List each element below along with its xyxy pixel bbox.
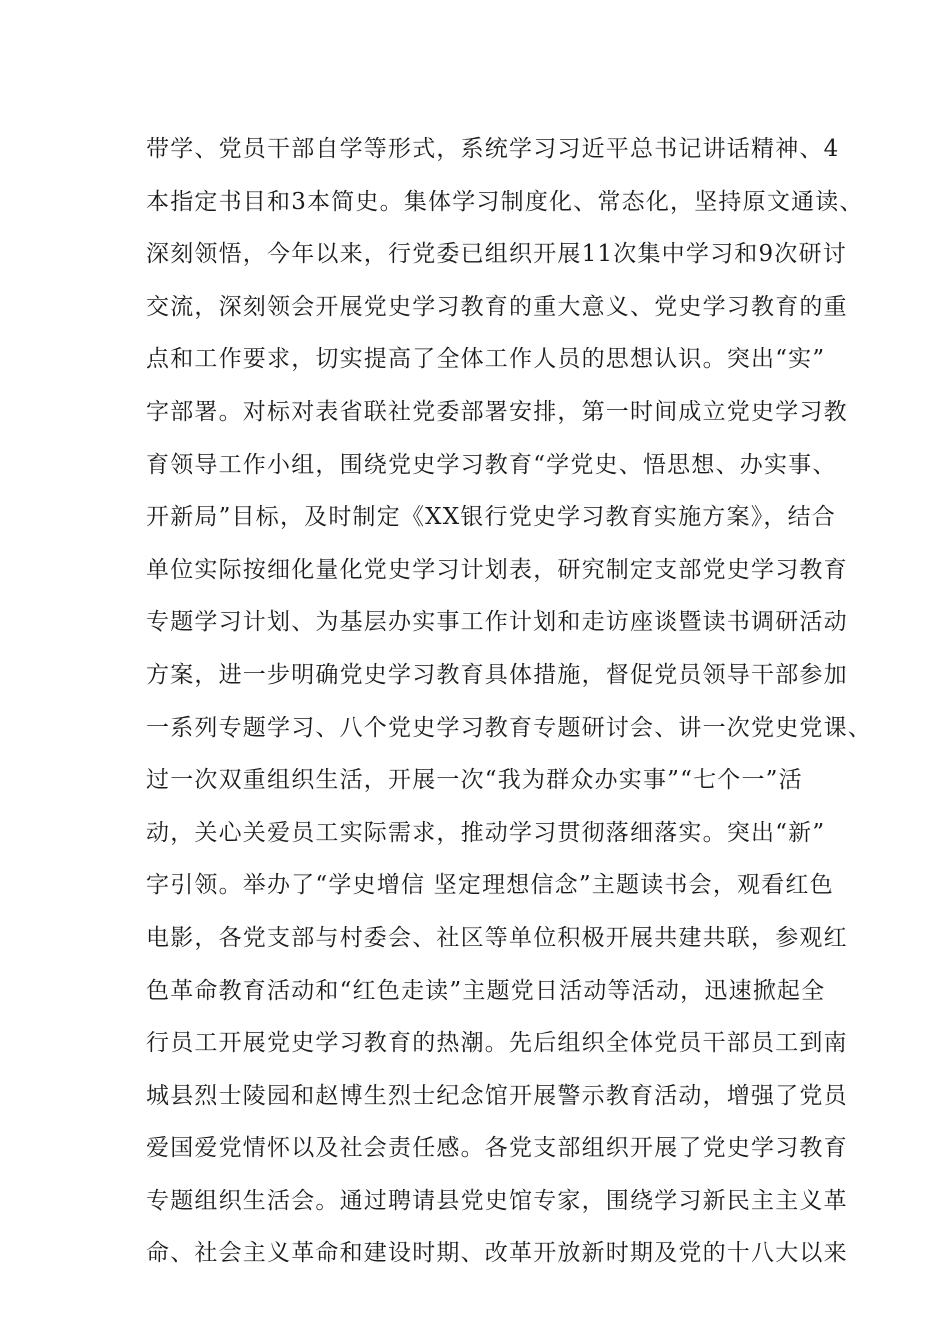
text-line: 城县烈士陵园和赵博生烈士纪念馆开展警示教育活动，增强了党员 — [146, 1082, 848, 1109]
text-line: 单位实际按细化量化党史学习计划表，研究制定支部党史学习教育 — [146, 556, 848, 583]
body-text — [146, 127, 872, 1284]
text-line: 点和工作要求，切实提高了全体工作人员的思想认识。突出“实” — [146, 346, 826, 373]
text-line: 字引领。举办了“学史增信 坚定理想信念”主题读书会，观看红色 — [146, 872, 834, 899]
text-line: 字部署。对标对表省联社党委部署安排，第一时间成立党史学习教 — [146, 398, 848, 425]
text-line: 开新局”目标，及时制定《XX银行党史学习教育实施方案》，结合 — [146, 504, 837, 531]
text-line: 色革命教育活动和“红色走读”主题党日活动等活动，迅速掀起全 — [146, 977, 826, 1004]
text-line: 动，关心关爱员工实际需求，推动学习贯彻落细落实。突出“新” — [146, 819, 826, 846]
text-line: 本指定书目和3本简史。集体学习制度化、常态化，坚持原文通读、 — [146, 188, 864, 215]
text-line: 行员工开展党史学习教育的热潮。先后组织全体党员干部员工到南 — [146, 1030, 848, 1057]
text-line: 爱国爱党情怀以及社会责任感。各党支部组织开展了党史学习教育 — [146, 1135, 848, 1162]
text-line: 带学、党员干部自学等形式，系统学习习近平总书记讲话精神、4 — [146, 136, 840, 162]
text-line: 深刻领悟，今年以来，行党委已组织开展11次集中学习和9次研讨 — [146, 241, 847, 268]
text-line: 过一次双重组织生活，开展一次“我为群众办实事”“七个一”活 — [146, 767, 803, 794]
text-line: 育领导工作小组，围绕党史学习教育“学党史、悟思想、办实事、 — [146, 451, 837, 478]
text-line: 专题组织生活会。通过聘请县党史馆专家，围绕学习新民主主义革 — [146, 1187, 848, 1214]
text-line: 一系列专题学习、八个党史学习教育专题研讨会、讲一次党史党课、 — [146, 714, 872, 741]
text-line: 专题学习计划、为基层办实事工作计划和走访座谈暨读书调研活动 — [146, 609, 848, 636]
text-line: 电影，各党支部与村委会、社区等单位积极开展共建共联，参观红 — [146, 924, 848, 951]
text-line: 命、社会主义革命和建设时期、改革开放新时期及党的十八大以来 — [146, 1240, 848, 1267]
text-line: 交流，深刻领会开展党史学习教育的重大意义、党史学习教育的重 — [146, 293, 848, 320]
text-line: 方案，进一步明确党史学习教育具体措施，督促党员领导干部参加 — [146, 661, 848, 688]
